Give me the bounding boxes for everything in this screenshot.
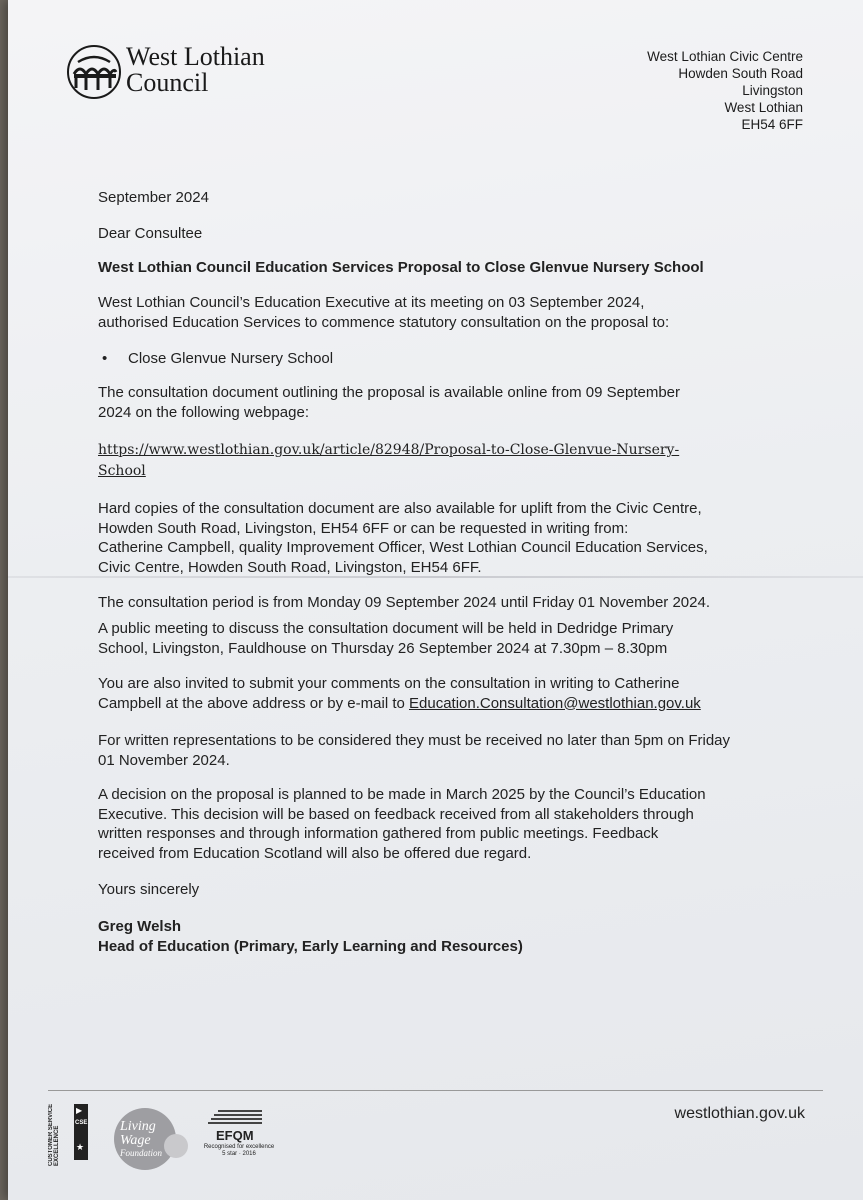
bullet-item: Close Glenvue Nursery School [128,350,334,367]
text-line: 2024 on the following webpage: [98,403,309,421]
text-line: A decision on the proposal is planned to be made in March 2025 by the Council’s Education [98,786,706,803]
text-line: Living [120,1119,156,1134]
text-line: A public meeting to discuss the consultation document will be held in Dedridge Primary [98,620,674,637]
address-line: Livingston [742,83,803,98]
cse-badge: CSE [75,1120,88,1126]
address-line: Howden South Road [678,66,803,81]
footer-website-link[interactable]: westlothian.gov.uk [674,1105,805,1122]
closing: Yours sincerely [98,881,200,898]
paragraph-4: The consultation period is from Monday 09 September 2024 until Friday 01 November 2024. [98,594,711,611]
cse-logo [48,1100,100,1166]
council-address [647,48,803,133]
paragraph-8 [98,785,788,863]
text-line: 5 star · 2016 [222,1151,256,1157]
link-line[interactable]: https://www.westlothian.gov.uk/article/82948/Proposal-to-Close-Glenvue-Nursery- [98,442,680,458]
text-line: 01 November 2024. [98,751,230,769]
text-line: received from Education Scotland will also be offered due regard. [98,844,532,862]
efqm-logo [194,1108,284,1166]
living-wage-logo [112,1106,192,1172]
text-line: Hard copies of the consultation document are also available for uplift from the Civic Centre, [98,500,702,517]
bullet-marker: • [102,350,108,367]
text-fragment: Campbell at the above address or by e-mail to [98,694,409,712]
signatory-name: Greg Welsh [98,918,182,935]
text-line: Wage [120,1133,151,1148]
footer-divider [48,1090,823,1091]
efqm-stripes-icon [208,1108,268,1130]
paragraph-7 [98,731,788,770]
text-line: Catherine Campbell, quality Improvement Officer, West Lothian Council Education Services, [98,539,708,556]
consultation-link[interactable] [98,440,778,482]
letter-subject: West Lothian Council Education Services Proposal to Close Glenvue Nursery School [98,259,704,276]
letter-paper [8,0,863,1200]
text-line: You are also invited to submit your comments on the consultation in writing to Catherine [98,675,680,692]
address-line: EH54 6FF [741,117,803,132]
paragraph-3 [98,499,788,577]
text-line: For written representations to be considered they must be received no later than 5pm on Friday [98,732,730,749]
efqm-label: EFQM [216,1128,254,1143]
text-line: written responses and through information gathered from public meetings. Feedback [98,825,659,842]
viaduct-emblem-icon [66,44,122,100]
text-line: Executive. This decision will be based on feedback received from all stakeholders through [98,805,694,823]
text-line: School, Livingston, Fauldhouse on Thursday 26 September 2024 at 7.30pm – 8.30pm [98,639,668,657]
signatory-title: Head of Education (Primary, Early Learning and Resources) [98,937,523,955]
signatory [98,917,788,956]
text-line: Howden South Road, Livingston, EH54 6FF or can be requested in writing from: [98,519,629,537]
paragraph-6 [98,674,788,713]
paragraph-1 [98,293,788,332]
text-line: Foundation [120,1148,162,1158]
paragraph-5 [98,619,788,658]
text-line: Civic Centre, Howden South Road, Livingston, EH54 6FF. [98,558,482,576]
council-logo [66,40,276,102]
logo-line-1: West Lothian [126,42,265,71]
text-line: authorised Education Services to commence statutory consultation on the proposal to: [98,313,670,331]
text-line [98,694,788,714]
efqm-caption [194,1144,284,1158]
address-line: West Lothian Civic Centre [647,49,803,64]
play-icon: ▶ [76,1106,83,1115]
text-line: Recognised for excellence [203,1144,275,1150]
link-line[interactable]: School [98,463,146,479]
paragraph-2 [98,383,788,422]
council-name [126,44,265,96]
address-line: West Lothian [724,100,803,115]
cse-text: CUSTOMER SERVICE EXCELLENCE [48,1103,60,1166]
logo-line-2: Council [126,68,209,97]
star-icon: ★ [76,1142,85,1152]
salutation: Dear Consultee [98,225,203,242]
letter-date: September 2024 [98,189,209,206]
text-line: The consultation document outlining the proposal is available online from 09 September [98,384,681,401]
text-line: West Lothian Council’s Education Executive at its meeting on 03 September 2024, [98,294,645,311]
living-wage-text [120,1120,162,1159]
email-link[interactable]: Education.Consultation@westlothian.gov.uk [409,694,701,712]
